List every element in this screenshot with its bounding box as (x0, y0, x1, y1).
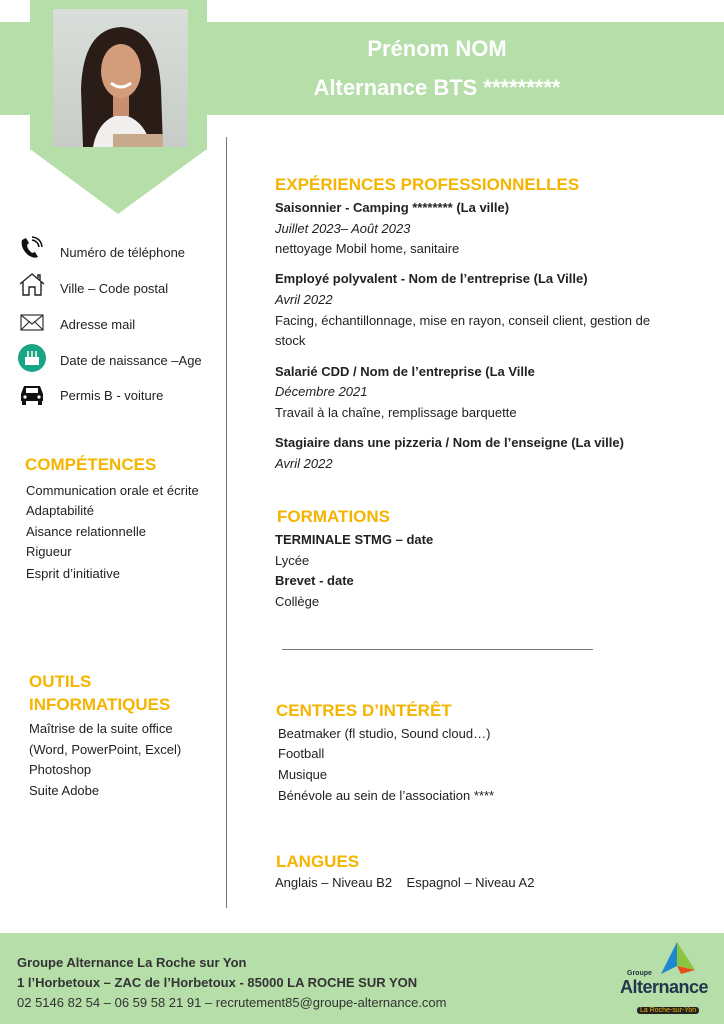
job-date: Avril 2022 (275, 292, 333, 307)
education-school: Lycée (275, 553, 310, 568)
company-logo: Groupe Alternance La Roche-sur-Yon (615, 940, 715, 1020)
skills-heading: COMPÉTENCES (25, 455, 157, 474)
contact-birthdate: Date de naissance –Age (60, 353, 202, 368)
skill-item: Aisance relationnelle (26, 524, 146, 539)
contact-email: Adresse mail (60, 317, 136, 332)
interest-item: Beatmaker (fl studio, Sound cloud…) (278, 726, 491, 741)
tool-item: Suite Adobe (29, 783, 100, 798)
column-divider (226, 137, 227, 908)
languages-heading: LANGUES (276, 852, 360, 871)
job-description: stock (275, 333, 306, 348)
photo-panel-arrow (30, 149, 207, 214)
mail-icon (18, 310, 46, 334)
interest-item: Bénévole au sein de l’association **** (278, 788, 495, 803)
interest-item: Musique (278, 767, 328, 782)
education-heading: FORMATIONS (277, 507, 391, 526)
candidate-subtitle: Alternance BTS ********* (313, 75, 561, 100)
job-title: Salarié CDD / Nom de l’entreprise (La Ville (275, 364, 535, 379)
home-icon (18, 272, 46, 296)
interests-heading: CENTRES D’INTÉRÊT (276, 701, 452, 720)
education-degree: Brevet - date (275, 573, 354, 588)
skill-item: Esprit d’initiative (26, 566, 120, 581)
footer-contact: 02 5146 82 54 – 06 59 58 21 91 – recrutement85@groupe-alternance.com (17, 995, 447, 1010)
skill-item: Rigueur (26, 544, 72, 559)
birthday-cake-icon (18, 344, 46, 372)
car-icon (18, 382, 46, 406)
tool-item: Photoshop (29, 762, 92, 777)
candidate-name: Prénom NOM (367, 36, 507, 61)
job-description: nettoyage Mobil home, sanitaire (275, 241, 460, 256)
job-date: Juillet 2023– Août 2023 (275, 221, 411, 236)
contact-phone: Numéro de téléphone (60, 245, 186, 260)
tools-heading-line2: INFORMATIQUES (29, 695, 171, 714)
contact-city: Ville – Code postal (60, 281, 169, 296)
experience-heading: EXPÉRIENCES PROFESSIONNELLES (275, 175, 580, 194)
job-description: Travail à la chaîne, remplissage barquette (275, 405, 517, 420)
section-divider (282, 649, 593, 650)
tool-item: (Word, PowerPoint, Excel) (29, 742, 182, 757)
contact-license: Permis B - voiture (60, 388, 164, 403)
job-date: Décembre 2021 (275, 384, 368, 399)
interest-item: Football (278, 746, 325, 761)
tools-heading-line1: OUTILS (29, 672, 92, 691)
job-description: Facing, échantillonnage, mise en rayon, conseil client, gestion de (275, 313, 651, 328)
phone-icon (18, 236, 46, 260)
tool-item: Maîtrise de la suite office (29, 721, 173, 736)
education-school: Collège (275, 594, 320, 609)
job-title: Saisonnier - Camping ******** (La ville) (275, 200, 510, 215)
job-title: Employé polyvalent - Nom de l’entreprise (La Ville) (275, 271, 588, 286)
profile-photo (53, 9, 188, 147)
job-date: Avril 2022 (275, 456, 333, 471)
job-title: Stagiaire dans une pizzeria / Nom de l’enseigne (La ville) (275, 435, 624, 450)
footer-address: 1 l’Horbetoux – ZAC de l’Horbetoux - 85000 LA ROCHE SUR YON (17, 975, 418, 990)
languages-text: Anglais – Niveau B2 Espagnol – Niveau A2 (275, 875, 535, 890)
footer-company: Groupe Alternance La Roche sur Yon (17, 955, 247, 970)
education-degree: TERMINALE STMG – date (275, 532, 434, 547)
skill-item: Communication orale et écrite (26, 483, 199, 498)
skill-item: Adaptabilité (26, 503, 94, 518)
